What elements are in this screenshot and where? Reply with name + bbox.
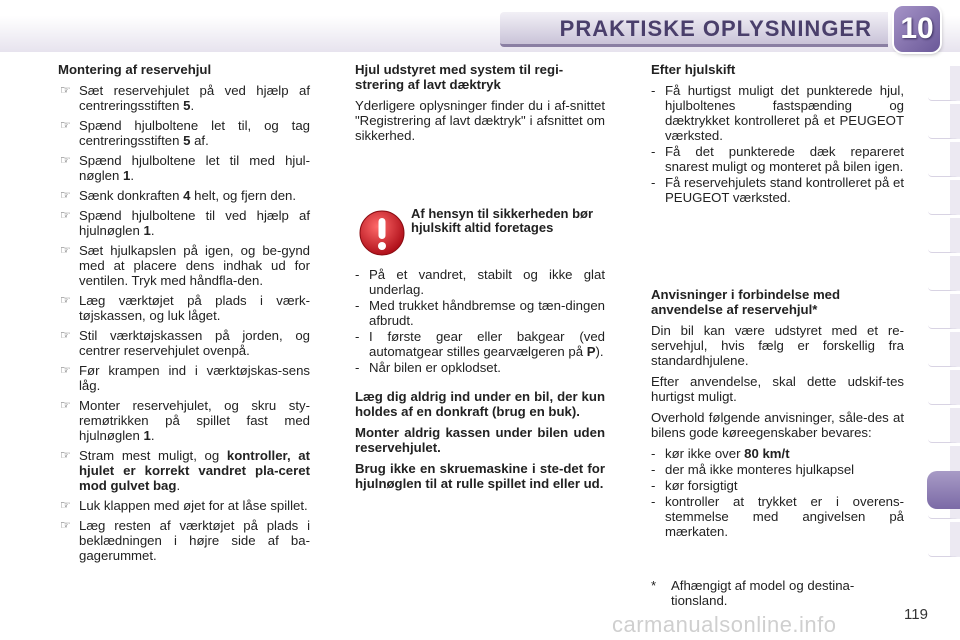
pointing-hand-icon: ☞ <box>60 328 71 342</box>
rule-item <box>651 494 904 539</box>
rules-list <box>651 446 904 539</box>
conditions-list <box>355 267 605 375</box>
step-item <box>58 518 310 563</box>
item-emphasis: kontroller, at hjulet er korrekt vandret pla-ceret mod gulvet bag <box>79 448 310 493</box>
step-item <box>58 363 310 393</box>
pointing-hand-icon: ☞ <box>60 398 71 412</box>
chapter-badge: 10 <box>894 6 940 52</box>
item-text: Sæt hjulkapslen på igen, og be-gynd med at placere dens indhak ud for ventilen. Tryk med håndfla-den. <box>79 243 310 288</box>
item-text: kør forsigtigt <box>665 478 738 493</box>
pointing-hand-icon: ☞ <box>60 153 71 167</box>
chapter-tab[interactable] <box>928 142 960 177</box>
item-text: . <box>130 168 135 183</box>
item-text: Spænd hjulboltene let til, og tag centreringsstiften <box>79 118 310 148</box>
column-pressure <box>355 62 605 149</box>
intro-paragraph: Yderligere oplysninger finder du i af-snittet "Registrering af lavt dæktryk" i afsnittet om sikkerhed. <box>355 98 605 143</box>
after-list <box>651 83 904 205</box>
item-emphasis: 80 km/t <box>744 446 790 461</box>
pointing-hand-icon: ☞ <box>60 518 71 532</box>
pointing-hand-icon: ☞ <box>60 83 71 97</box>
condition-item <box>355 360 605 375</box>
item-text: Før krampen ind i værktøjskas-sens låg. <box>79 363 310 393</box>
item-text: Læg værktøjet på plads i værk-tøjskassen, og luk låget. <box>79 293 310 323</box>
watermark: carmanualsonline.info <box>612 612 837 637</box>
step-item <box>58 293 310 323</box>
condition-item <box>355 267 605 297</box>
item-text: Stram mest muligt, og <box>79 448 227 463</box>
pointing-hand-icon: ☞ <box>60 188 71 202</box>
item-text: I første gear eller bakgear (ved automatgear stilles gearvælgeren på <box>369 329 605 359</box>
paragraph: Overhold følgende anvisninger, såle-des at bilens gode køreegenskaber bevares: <box>651 410 904 440</box>
pointing-hand-icon: ☞ <box>60 243 71 257</box>
item-text: af. <box>190 133 209 148</box>
page-number: 119 <box>904 606 928 623</box>
item-text: Med trukket håndbremse og tæn-dingen afbrudt. <box>369 298 605 328</box>
step-item <box>58 243 310 288</box>
section-heading: Hjul udstyret med system til regi-strering af lavt dæktryk <box>355 62 564 92</box>
safety-note: Monter aldrig kassen under bilen uden reservehjulet. <box>355 425 605 455</box>
section-heading: Montering af reservehjul <box>58 62 212 77</box>
rule-item <box>651 462 904 477</box>
item-text: Luk klappen med øjet for at låse spillet. <box>79 498 308 513</box>
condition-item <box>355 298 605 328</box>
list-item: - Få hurtigst muligt det punkterede hjul, hjulboltenes fastspænding og dæktrykket kontrolleret på et PEUGEOT værksted. <box>651 83 904 143</box>
step-item <box>58 208 310 238</box>
page-title: PRAKTISKE OPLYSNINGER <box>559 16 872 41</box>
item-text: helt, og fjern den. <box>190 188 297 203</box>
pointing-hand-icon: ☞ <box>60 118 71 132</box>
item-text: . <box>190 98 195 113</box>
item-text: Når bilen er opklodset. <box>369 360 501 375</box>
pointing-hand-icon: ☞ <box>60 208 71 222</box>
condition-item <box>355 329 605 359</box>
item-text: På et vandret, stabilt og ikke glat underlag. <box>369 267 605 297</box>
section-heading: Anvisninger i forbindelse med anvendelse af reservehjul* <box>651 287 841 317</box>
chapter-tab[interactable] <box>928 332 960 367</box>
item-text: Monter reservehjulet, og skru sty-remøtrikken på spillet fast med hjulnøglen <box>79 398 310 443</box>
exclamation-warning-icon <box>358 209 406 257</box>
pointing-hand-icon: ☞ <box>60 498 71 512</box>
safety-notes <box>355 389 605 491</box>
chapter-tab[interactable] <box>928 294 960 329</box>
paragraph: Din bil kan være udstyret med et re-servehjul, hvis fælg er forskellig fra standardhjulene. <box>651 323 904 368</box>
column-after <box>651 62 904 211</box>
item-text: kør ikke over <box>665 446 745 461</box>
chapter-tab[interactable] <box>928 522 960 557</box>
item-text: ). <box>595 344 604 359</box>
pointing-hand-icon: ☞ <box>60 448 71 462</box>
item-emphasis: P <box>586 344 596 359</box>
step-item <box>58 498 310 513</box>
item-emphasis: 1 <box>143 428 151 443</box>
chapter-tab[interactable] <box>928 104 960 139</box>
paragraph: Efter anvendelse, skal dette udskif-tes hurtigst muligt. <box>651 374 904 404</box>
item-emphasis: 1 <box>123 168 131 183</box>
safety-note: Læg dig aldrig ind under en bil, der kun holdes af en donkraft (brug en buk). <box>355 389 605 419</box>
item-text: Sænk donkraften <box>79 188 184 203</box>
item-emphasis: 4 <box>183 188 191 203</box>
step-item <box>58 328 310 358</box>
chapter-tab-active[interactable] <box>927 471 960 509</box>
step-item <box>58 448 310 493</box>
warning-box <box>355 207 605 261</box>
footnote <box>651 578 904 608</box>
item-text: kontroller at trykket er i overens-stemmelse med angivelsen på mærkaten. <box>665 494 904 539</box>
item-emphasis: 5 <box>183 98 191 113</box>
list-item: - Få det punkterede dæk repareret snarest muligt og monteret på bilen igen. <box>651 144 904 174</box>
item-emphasis: 5 <box>183 133 191 148</box>
item-text: . <box>150 428 155 443</box>
step-item <box>58 398 310 443</box>
spare-wheel-section <box>651 287 904 545</box>
safety-note: Brug ikke en skruemaskine i ste-det for hjulnøglen til at rulle spillet ind eller ud. <box>355 461 605 491</box>
section-heading: Efter hjulskift <box>651 62 736 77</box>
chapter-tab[interactable] <box>928 256 960 291</box>
item-text: der må ikke monteres hjulkapsel <box>665 462 855 477</box>
chapter-tab[interactable] <box>928 370 960 405</box>
item-emphasis: 1 <box>143 223 151 238</box>
chapter-tab[interactable] <box>928 218 960 253</box>
rule-item <box>651 446 904 461</box>
pointing-hand-icon: ☞ <box>60 363 71 377</box>
chapter-tab[interactable] <box>928 408 960 443</box>
step-item <box>58 153 310 183</box>
step-item <box>58 83 310 113</box>
chapter-tab[interactable] <box>928 66 960 101</box>
item-text: . <box>150 223 155 238</box>
item-text: Spænd hjulboltene til ved hjælp af hjulnøglen <box>79 208 310 238</box>
item-text: Stil værktøjskassen på jorden, og centrer reservehjulet ovenpå. <box>79 328 310 358</box>
conditions-block <box>355 267 605 497</box>
mounting-steps <box>58 83 310 563</box>
footnote-mark: * <box>651 578 657 593</box>
pointing-hand-icon: ☞ <box>60 293 71 307</box>
list-item: - Få reservehjulets stand kontrolleret på et PEUGEOT værksted. <box>651 175 904 205</box>
item-text: Sæt reservehjulet på ved hjælp af centreringsstiften <box>79 83 310 113</box>
step-item <box>58 188 310 203</box>
item-text: Spænd hjulboltene let til med hjul-nøglen <box>79 153 310 183</box>
item-text: Læg resten af værktøjet på plads i beklædningen i højre side af ba-gagerummet. <box>79 518 310 563</box>
footnote-text: Afhængigt af model og destina-tionsland. <box>671 578 855 608</box>
column-mounting <box>58 62 310 568</box>
step-item <box>58 118 310 148</box>
rule-item <box>651 478 904 493</box>
item-text: . <box>176 478 181 493</box>
warning-text: Af hensyn til sikkerheden bør hjulskift altid foretages <box>411 206 594 235</box>
chapter-tab[interactable] <box>928 180 960 215</box>
